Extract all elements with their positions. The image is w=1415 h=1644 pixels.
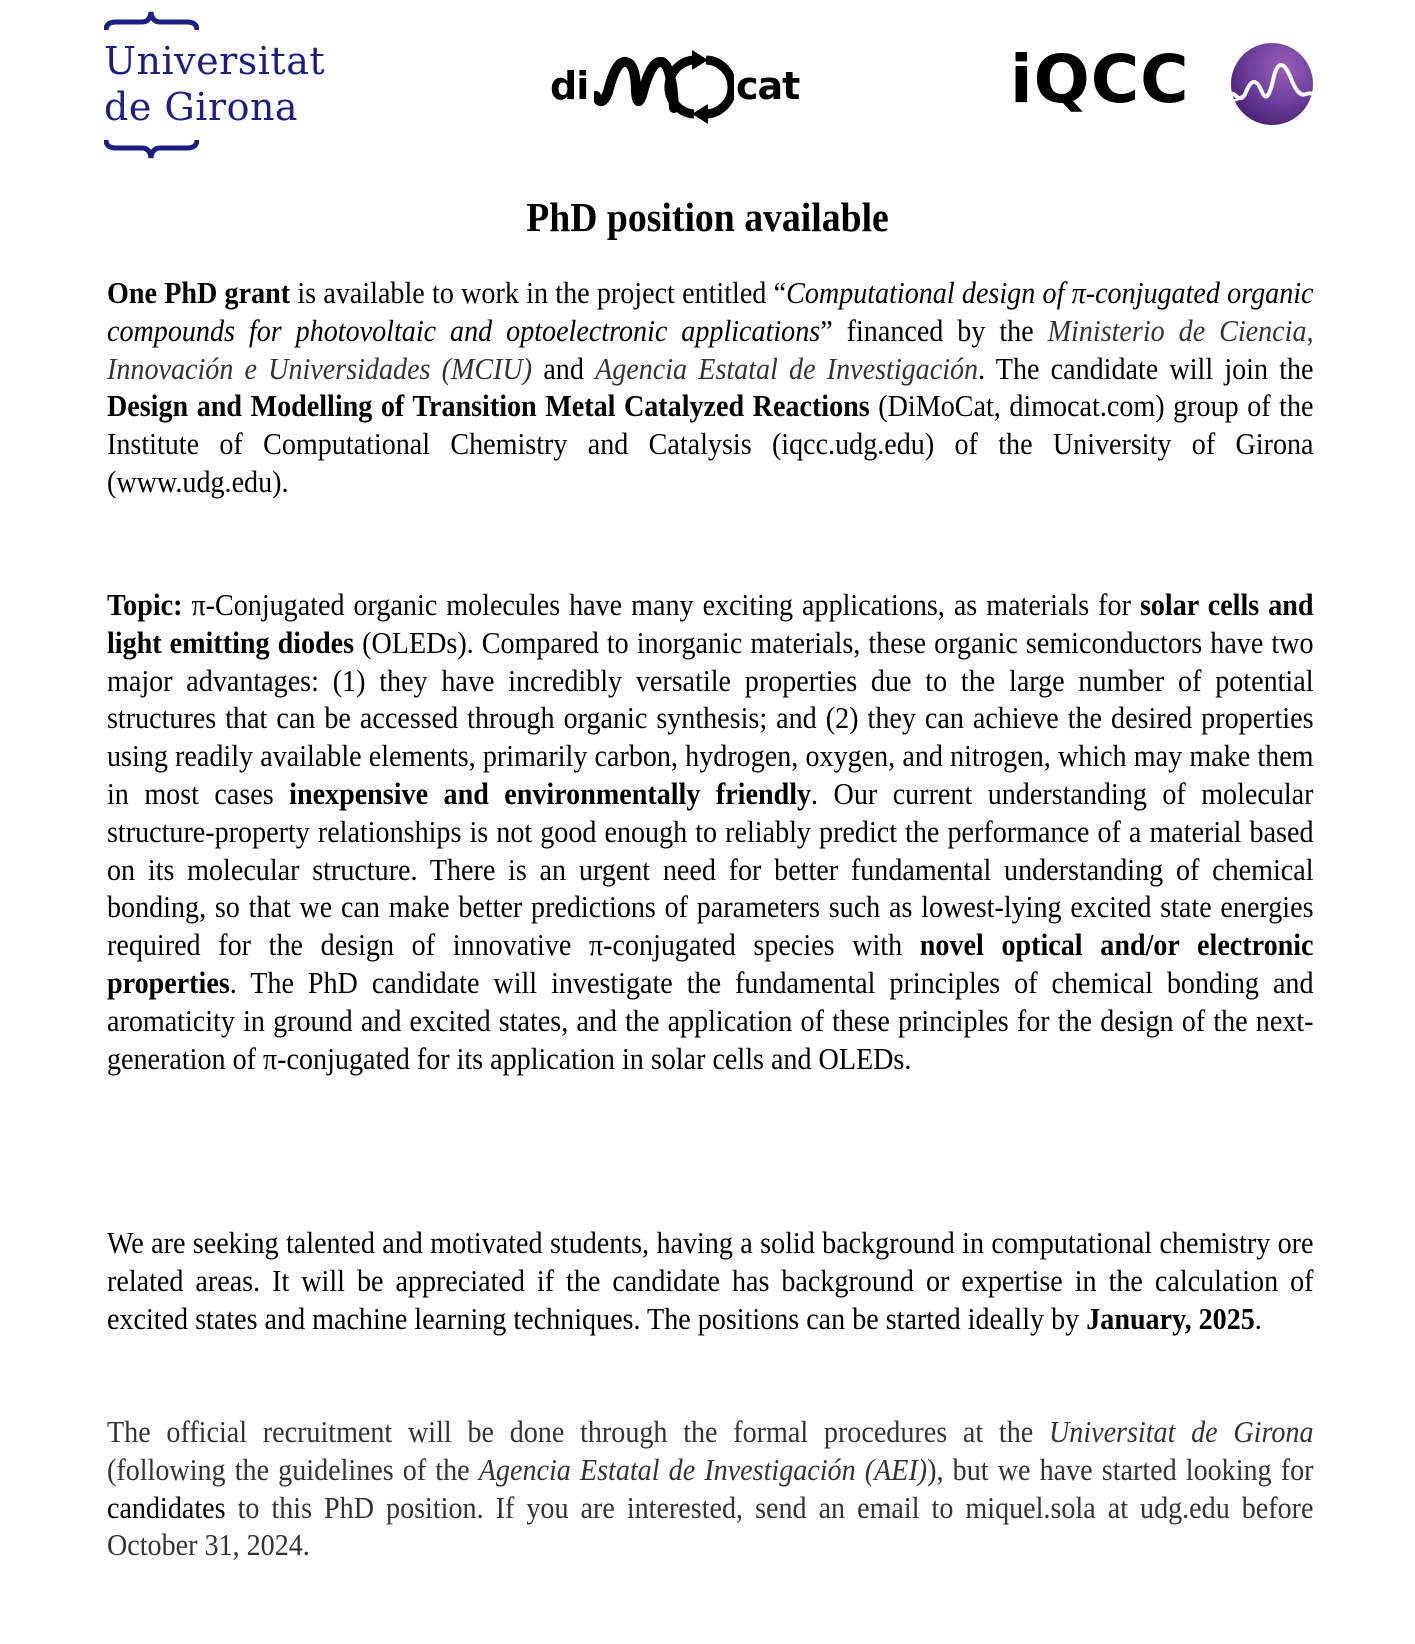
page-title: PhD position available	[526, 194, 889, 240]
text-span: The official recruitment will be done through the formal procedures at the	[107, 1415, 1049, 1449]
properties-highlight: novel optical and/or electronic properties	[107, 928, 1314, 1000]
iqcc-wave-orb-icon	[1220, 40, 1320, 126]
benefits-highlight: inexpensive and environmentally friendly	[289, 776, 812, 811]
ministry-name: Ministerio de Ciencia, Innovación e Universidades (MCIU)	[107, 313, 1314, 386]
agency-name-aei: Agencia Estatal de Investigación (AEI)	[478, 1452, 928, 1487]
project-title: Computational design of π-conjugated organic compounds for photovoltaic and optoelectronic applications	[107, 276, 1314, 348]
university-name: Universitat de Girona	[1048, 1415, 1314, 1449]
top-brace-icon	[104, 10, 199, 32]
group-name: Design and Modelling of Transition Metal Catalyzed Reactions	[107, 389, 870, 424]
requirements-paragraph	[107, 1225, 1314, 1338]
text-span: We are seeking talented and motivated students, having a solid background in computational chemistry ore related areas. It will be appreciated if the candidate has background or expertise in the calculation of excited states and machine learning techniques. The positions can be started ideally by	[107, 1226, 1314, 1336]
start-date: January, 2025	[1086, 1301, 1255, 1336]
text-span: (DiMoCat, dimocat.com) group of the Institute of Computational Chemistry and Catalysis (iqcc.udg.edu) of the University of Girona (www.udg.edu).	[107, 389, 1314, 499]
logo-text	[104, 38, 325, 130]
universitat-de-girona-logo	[104, 10, 354, 160]
text-span: . The PhD candidate will investigate the fundamental principles of chemical bonding and aromaticity in ground and excited states, and the application of these principles for the design of the next-generation of π-conjugated for its application in solar cells and OLEDs.	[107, 965, 1314, 1076]
text-span: (OLEDs). Compared to inorganic materials, these organic semiconductors have two major advantages: (1) they have incredibly versatile properties due to the large number of potential structures that can be accessed through organic synthesis; and (2) they can achieve the desired properties using readily available elements, primarily carbon, hydrogen, oxygen, and nitrogen, which may make them in most cases	[107, 625, 1314, 811]
intro-paragraph	[107, 275, 1314, 502]
text-span: . The candidate will join the	[978, 351, 1314, 386]
iqcc-logo-text: iQCC	[1010, 41, 1190, 118]
grant-highlight: One PhD grant	[107, 276, 291, 310]
dimocat-logo	[550, 46, 810, 128]
topic-label: Topic:	[107, 588, 183, 622]
agency-name: Agencia Estatal de Investigación	[595, 351, 979, 386]
text-span: and	[532, 351, 596, 386]
text-span: ), but we have started looking for	[927, 1452, 1314, 1487]
iqcc-logo	[1010, 38, 1310, 128]
text-span: (following the guidelines of the	[107, 1452, 479, 1487]
mo-wave-cycle-icon	[594, 48, 734, 126]
applications-highlight: solar cells and light emitting diodes	[107, 588, 1314, 660]
logo-line-2: de Girona	[104, 85, 299, 129]
text-span: .	[1254, 1301, 1262, 1336]
bottom-brace-icon	[104, 138, 199, 160]
text-span: π-Conjugated organic molecules have many exciting applications, as materials for	[182, 588, 1140, 622]
text-span: is available to work in the project entitled “	[290, 276, 787, 310]
recruitment-paragraph	[107, 1414, 1314, 1565]
dimocat-logo-right-text: cat	[736, 64, 800, 108]
contact-text: to this PhD position. If you are interested, send an email to miquel.sola at udg.edu before October 31, 2024.	[107, 1490, 1314, 1563]
dimocat-logo-left-text: di	[550, 64, 589, 108]
logo-line-1: Universitat	[104, 39, 326, 83]
text-span: candidates	[107, 1490, 226, 1525]
text-span: . Our current understanding of molecular structure-property relationships is not good enough to reliably predict the performance of a material based on its molecular structure. There is an urgent need for better fundamental understanding of chemical bonding, so that we can make better predictions of parameters such as lowest-lying excited state energies required for the design of innovative π-conjugated species with	[107, 776, 1314, 963]
text-span: ” financed by the	[820, 313, 1048, 348]
topic-paragraph	[107, 587, 1314, 1078]
